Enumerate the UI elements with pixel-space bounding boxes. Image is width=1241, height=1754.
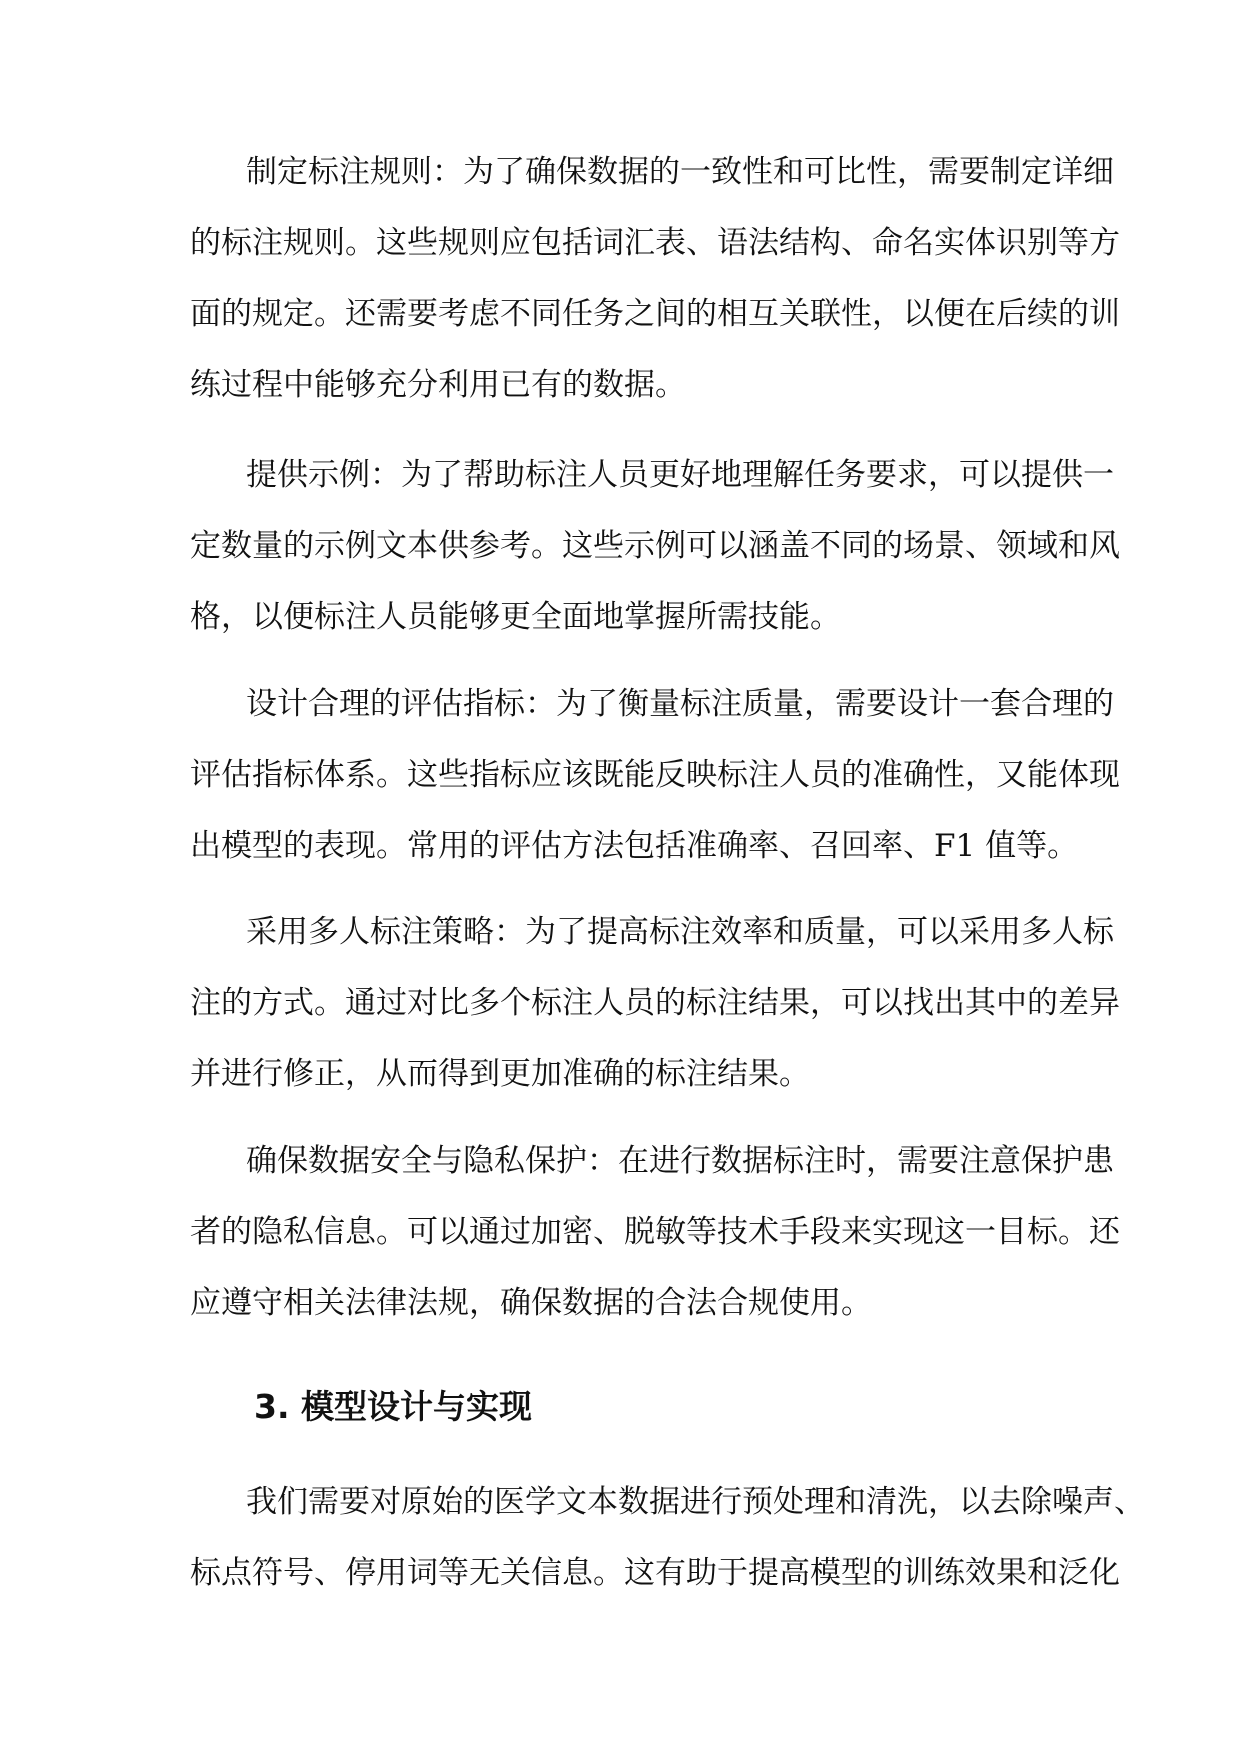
section-heading: 3. 模型设计与实现 [254, 1387, 532, 1426]
paragraph-examples-line-3: 格，以便标注人员能够更全面地掌握所需技能。 [190, 599, 841, 635]
paragraph-privacy-line-1: 确保数据安全与隐私保护：在进行数据标注时，需要注意保护患 [246, 1143, 1114, 1179]
paragraph-examples-line-1: 提供示例：为了帮助标注人员更好地理解任务要求，可以提供一 [246, 457, 1114, 493]
paragraph-metrics-line-1: 设计合理的评估指标：为了衡量标注质量，需要设计一套合理的 [246, 686, 1114, 722]
paragraph-annotation-rules-line-4: 练过程中能够充分利用已有的数据。 [190, 367, 686, 403]
paragraph-privacy-line-3: 应遵守相关法律法规，确保数据的合法合规使用。 [190, 1285, 872, 1321]
paragraph-multi-annotator-line-2: 注的方式。通过对比多个标注人员的标注结果，可以找出其中的差异 [190, 985, 1120, 1021]
paragraph-annotation-rules-line-3: 面的规定。还需要考虑不同任务之间的相互关联性，以便在后续的训 [190, 296, 1120, 332]
paragraph-multi-annotator-line-3: 并进行修正，从而得到更加准确的标注结果。 [190, 1056, 810, 1092]
paragraph-metrics-line-3: 出模型的表现。常用的评估方法包括准确率、召回率、F1 值等。 [190, 828, 1079, 864]
paragraph-annotation-rules-line-1: 制定标注规则：为了确保数据的一致性和可比性，需要制定详细 [246, 154, 1114, 190]
paragraph-privacy-line-2: 者的隐私信息。可以通过加密、脱敏等技术手段来实现这一目标。还 [190, 1214, 1120, 1250]
paragraph-metrics-line-2: 评估指标体系。这些指标应该既能反映标注人员的准确性，又能体现 [190, 757, 1120, 793]
paragraph-examples-line-2: 定数量的示例文本供参考。这些示例可以涵盖不同的场景、领域和风 [190, 528, 1120, 564]
paragraph-annotation-rules-line-2: 的标注规则。这些规则应包括词汇表、语法结构、命名实体识别等方 [190, 225, 1120, 261]
paragraph-preprocessing-line-2: 标点符号、停用词等无关信息。这有助于提高模型的训练效果和泛化 [190, 1555, 1120, 1591]
paragraph-multi-annotator-line-1: 采用多人标注策略：为了提高标注效率和质量，可以采用多人标 [246, 914, 1114, 950]
paragraph-preprocessing-line-1: 我们需要对原始的医学文本数据进行预处理和清洗，以去除噪声、 [246, 1484, 1145, 1520]
